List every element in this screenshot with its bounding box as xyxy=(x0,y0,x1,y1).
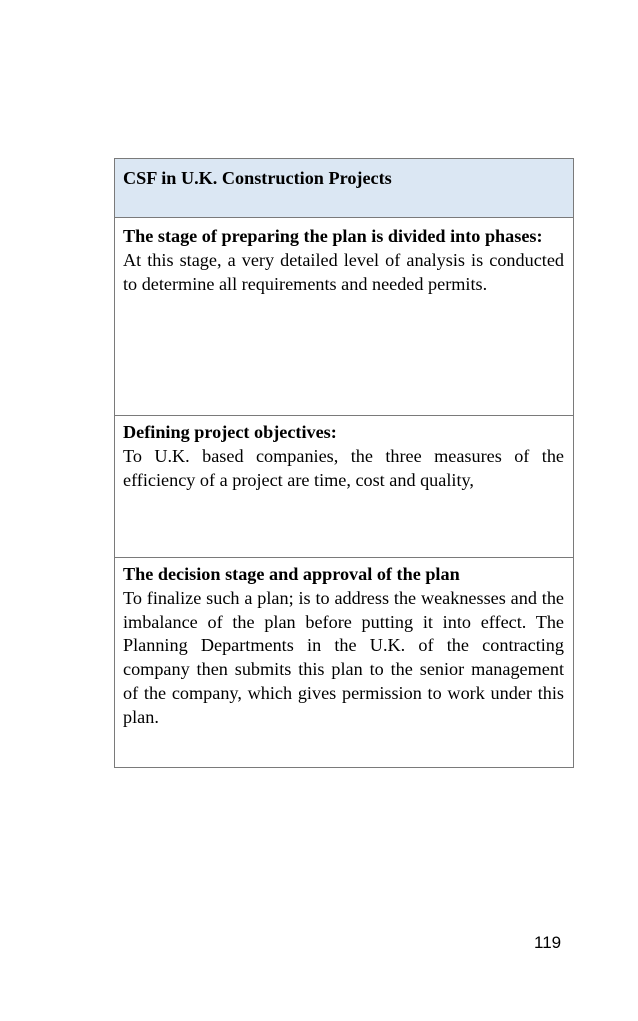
csf-table xyxy=(114,158,574,768)
section-body: To U.K. based companies, the three measures of the efficiency of a project are time, cost and quality, xyxy=(123,445,564,490)
page-number: 119 xyxy=(534,933,562,952)
section-body: At this stage, a very detailed level of analysis is conducted to determine all requirements and needed permits. xyxy=(123,249,564,294)
table-cell xyxy=(115,558,574,768)
table-cell xyxy=(115,416,574,558)
section-body: To finalize such a plan; is to address the weaknesses and the imbalance of the plan before putting it into effect. The Planning Departments in the U.K. of the contracting company then submits this plan to the senior management of the company, which gives permission to work under this plan. xyxy=(123,587,564,727)
table-row xyxy=(115,558,574,768)
table-header-row xyxy=(115,159,574,218)
table-row xyxy=(115,416,574,558)
section-heading: The decision stage and approval of the plan xyxy=(123,564,460,584)
section-heading: Defining project objectives: xyxy=(123,422,337,442)
table-cell xyxy=(115,218,574,416)
table-row xyxy=(115,218,574,416)
table-header-cell: CSF in U.K. Construction Projects xyxy=(115,159,574,218)
section-heading: The stage of preparing the plan is divided into phases: xyxy=(123,226,543,246)
